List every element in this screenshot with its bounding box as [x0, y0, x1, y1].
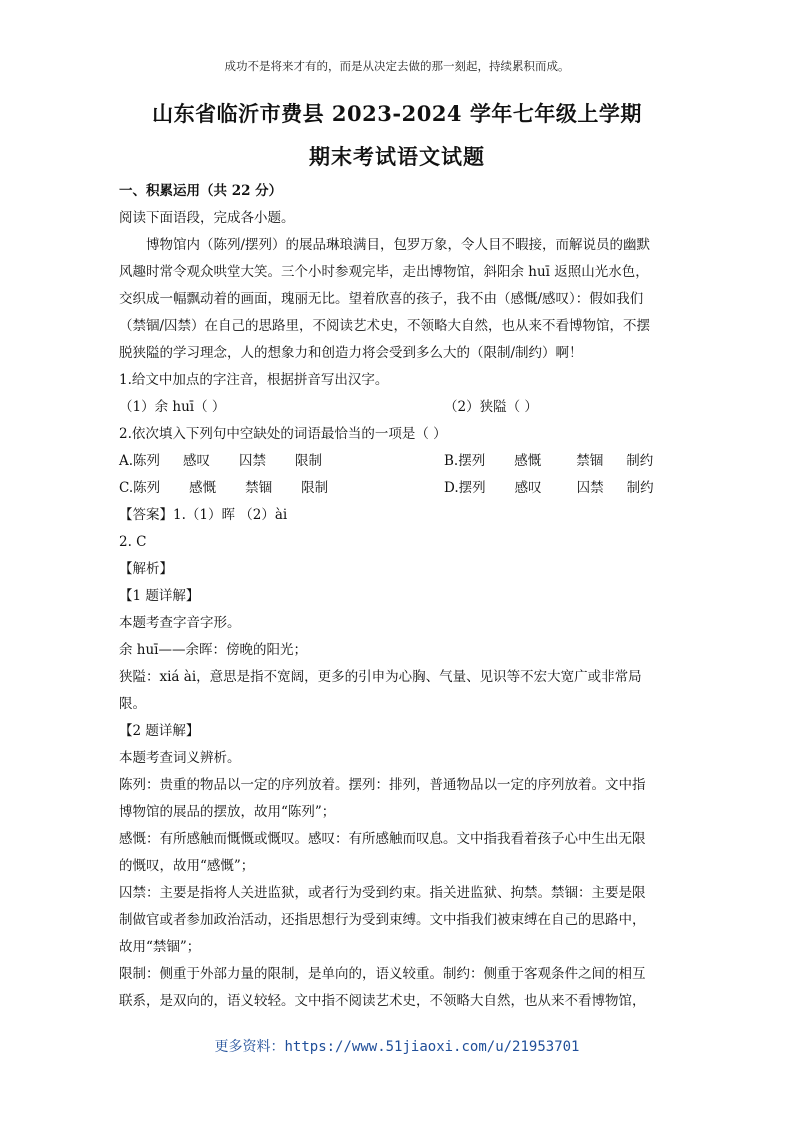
- footer-link[interactable]: https://www.51jiaoxi.com/u/21953701: [284, 1039, 580, 1055]
- option-b: B.摆列 感慨 禁锢 制约: [444, 453, 654, 469]
- detail-1-line: 狭隘：xiá ài，意思是指不宽阔，更多的引申为心胸、气量、见识等不宏大宽广或非常局: [119, 669, 642, 685]
- question-1: 1.给文中加点的字注音，根据拼音写出汉字。: [119, 372, 389, 388]
- detail-2-line: 本题考查词义辨析。: [119, 750, 241, 766]
- detail-2-line: 博物馆的展品的摆放，故用“陈列”；: [119, 804, 336, 820]
- detail-2-line: 感慨：有所感触而慨慨或慨叹。感叹：有所感触而叹息。文中指我看着孩子心中生出无限: [119, 831, 646, 847]
- detail-1-heading: 【1 题详解】: [119, 588, 200, 604]
- options-row-ab: [119, 448, 679, 475]
- detail-2-line: 限制：侧重于外部力量的限制，是单向的，语义较重。制约：侧重于客观条件之间的相互: [119, 966, 646, 982]
- detail-2-heading: 【2 题详解】: [119, 723, 200, 739]
- options-row-cd: [119, 475, 679, 502]
- header-motto: 成功不是将来才有的，而是从决定去做的那一刻起，持续累积而成。: [224, 59, 570, 73]
- page-subtitle: 期末考试语文试题: [309, 144, 485, 169]
- detail-2-line: 联系，是双向的，语义较轻。文中指不阅读艺术史，不领略大自然，也从来不看博物馆，: [119, 993, 646, 1009]
- passage-line: 交织成一幅飘动着的画面，瑰丽无比。望着欣喜的孩子，我不由（感慨/感叹）：假如我们: [119, 291, 644, 307]
- option-a: A.陈列 感叹 囚禁 限制: [119, 453, 323, 469]
- question-1-part-b: （2）狭隘（ ）: [444, 399, 538, 415]
- instruction-text: 阅读下面语段，完成各小题。: [119, 210, 295, 226]
- question-2: 2.依次填入下列句中空缺处的词语最恰当的一项是（ ）: [119, 426, 447, 442]
- passage-line: 博物馆内（陈列/摆列）的展品琳琅满目，包罗万象，令人目不暇接，而解说员的幽默: [146, 237, 651, 253]
- detail-2-line: 陈列：贵重的物品以一定的序列放着。摆列：排列，普通物品以一定的序列放着。文中指: [119, 777, 646, 793]
- option-d: D.摆列 感叹 囚禁 制约: [444, 480, 654, 496]
- page-title: 山东省临沂市费县 2023-2024 学年七年级上学期: [152, 101, 642, 126]
- question-1-part-a: （1）余 huī（ ）: [119, 399, 226, 415]
- section-heading: 一、积累运用（共 22 分）: [119, 183, 283, 199]
- analysis-heading: 【解析】: [119, 561, 173, 577]
- passage-line: （禁锢/囚禁）在自己的思路里，不阅读艺术史，不领略大自然，也从来不看博物馆，不摆: [119, 318, 651, 334]
- detail-2-line: 的慨叹，故用“感慨”；: [119, 858, 255, 874]
- detail-2-line: 故用“禁锢”；: [119, 939, 201, 955]
- answer-line: 【答案】1.（1）晖 （2）ài: [119, 507, 288, 523]
- detail-1-line: 余 huī——余晖：傍晚的阳光；: [119, 642, 307, 658]
- detail-1-line: 本题考查字音字形。: [119, 615, 241, 631]
- footer-label: 更多资料：: [214, 1039, 285, 1055]
- answer-line-2: 2. C: [119, 534, 147, 550]
- detail-2-line: 囚禁：主要是指将人关进监狱，或者行为受到约束。指关进监狱、拘禁。禁锢：主要是限: [119, 885, 646, 901]
- detail-2-line: 制做官或者参加政治活动，还指思想行为受到束缚。文中指我们被束缚在自己的思路中，: [119, 912, 646, 928]
- option-c: C.陈列 感慨 禁锢 限制: [119, 480, 329, 496]
- question-1-parts: [119, 394, 679, 421]
- passage-line: 风趣时常令观众哄堂大笑。三个小时参观完毕，走出博物馆，斜阳余 huī 返照山光水色，: [119, 264, 649, 280]
- document-body: [119, 178, 679, 1015]
- footer-more-resources[interactable]: [0, 1036, 794, 1056]
- detail-1-line: 限。: [119, 696, 146, 712]
- passage-line: 脱狭隘的学习理念，人的想象力和创造力将会受到多么大的（限制/制约）啊！: [119, 345, 583, 361]
